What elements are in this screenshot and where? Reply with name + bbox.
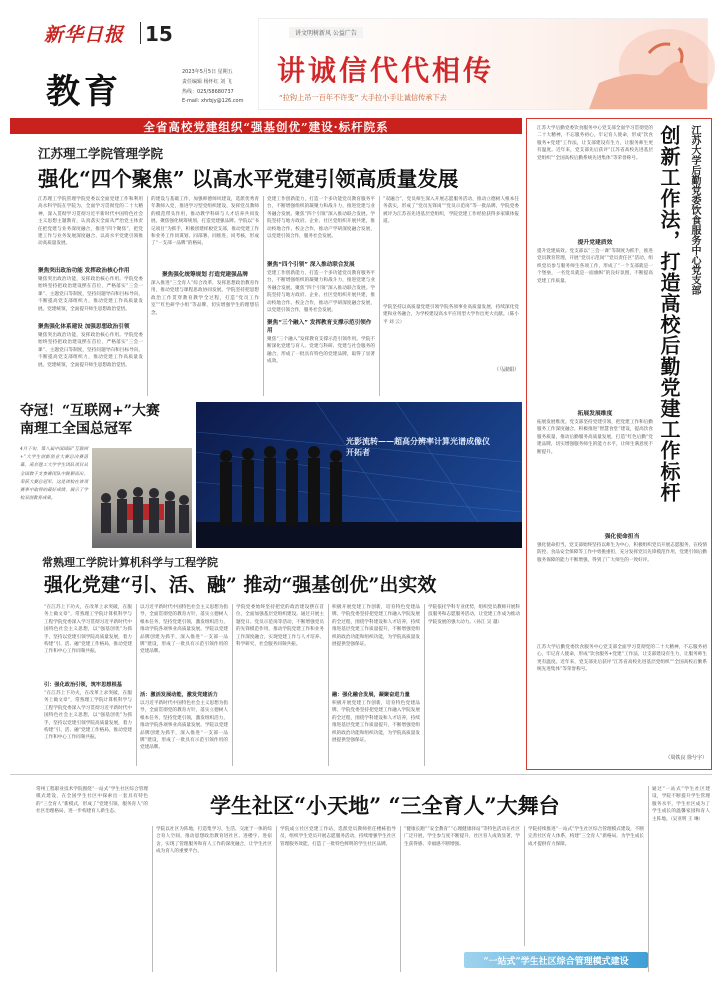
body-text: 积极开展党建工作创新，培育特色党建品牌。学院党委坚持把党建工作融入学院发展的全过程，围绕学科建设和人才培养，持续推进基层党建工作质量提升，不断增强党组织的政治功能和组织功能，为学院高质量发展提供坚强保证。 bbox=[332, 605, 420, 648]
award-story bbox=[10, 402, 522, 550]
body-text: 以习近平新时代中国特色社会主义思想为指导，全面贯彻党的教育方针，落实立德树人根本任务，坚持党建引领，激发组织活力，推动学院各项事业高质量发展。学院以党建品牌创建为抓手，深入推进“一支部一品牌”建设，形成了一批具有示范引领作用的党建品牌。 bbox=[140, 605, 228, 655]
byline: （马淑娟） bbox=[493, 367, 519, 373]
award-group-photo bbox=[92, 448, 192, 548]
body-text: 拓展发展维度。党支部坚持党建引领，把党建工作和后勤服务工作深度融合，积极推进“智慧食堂”建设，提高饮食服务质量，推动后勤服务高质量发展，打造“红色后勤”党建品牌，切实增强服务师生的能力水平，让师生满意度不断提升。 bbox=[537, 420, 653, 455]
award-stage-photo bbox=[196, 402, 522, 548]
body-text: 江苏大学后勤党委饮食服务中心党支部全面学习贯彻党的二十大精神，不忘服务初心，牢记育人使命，形成“饮食服务+党建”工作法，让支部建设有生力，让服务师生更有温度。近年来，党支部先后获评“江苏省高校先进基层党组织”“全国高校后勤系统先进集体”等荣誉称号。 bbox=[537, 645, 707, 673]
body-text: 聚焦突出政治功能，发挥政治核心作用。学院党委始终坚持把政治建设摆在首位，严格落实“三会一课”、主题党日等制度，坚持问题导向和目标导向，不断提高党支部组织力，推动党建工作高质量发展。党建统领，全面提升师生思想政治觉悟。 bbox=[38, 277, 143, 312]
subheading: 聚焦“四个引领” 深入推动联合发展 bbox=[267, 262, 355, 268]
date-line: 2023年5月5日 星期五 bbox=[182, 69, 233, 75]
body-text: 学院成立社区党建工作站，选派党员教师担任楼栋指导员，组织学生党员开展志愿服务活动，持续增强学生社区管理服务效能，打造了一批特色鲜明的学生社区品牌。 bbox=[280, 827, 396, 847]
editor-line: 责任编辑 杨怀红 刘 飞 bbox=[182, 79, 232, 85]
body-text: 提升党建质效。党支部以“三会一课”等制度为抓手，推进党员教育管理，开展“党员示范岗”“党员责任区”活动，组织党员参与服务师生各项工作，形成了“一个支部就是一个堡垒，一名党员就是一面旗帜”的良好氛围，不断提高党建工作质量。 bbox=[537, 249, 653, 284]
body-text: 党建工作创新能力，打造一个多功能党员教育服务平台，不断增强组织的凝聚力和战斗力，推进党建与业务融合发展。聚焦“四个引领”深入推动联合发展。学院坚持与地方政府、企业、社区党组织开展共建，推动校地合作、校企合作，推动产学研深度融合发展，以党建引领合作，服务社会发展。 bbox=[267, 197, 375, 240]
subheading: 聚焦突出政治功能 发挥政治核心作用 bbox=[38, 268, 130, 274]
subheading: 聚焦“三个融入” 发挥教育支撑示范引领作用 bbox=[267, 320, 372, 334]
body-text: 江苏大学后勤党委饮食服务中心党支部全面学习贯彻党的二十大精神，不忘服务初心，牢记育人使命，形成“饮食服务+党建”工作法，让支部建设有生力，让服务师生更有温度。近年来，党支部先后获评“江苏省高校先进基层党组织”“全国高校后勤系统先进集体”等荣誉称号。 bbox=[537, 126, 653, 161]
institution-label: 江苏理工学院管理学院 bbox=[38, 146, 164, 161]
psa-ad bbox=[258, 18, 708, 110]
series-banner bbox=[10, 118, 522, 134]
body-text: 常州工程职业技术学院围绕“一站式”学生社区综合管理模式建设，在全国学生社区中探索出一套具有特色的“三全育人”新模式，形成了“党建引领、服务育人”的社区治理格局，进一步构建育人新生态。 bbox=[36, 787, 148, 815]
body-text: 聚焦“三个融入”发挥教育支撑示范引领作用。学院不断深化党建与育人、党建与科研、党建与社会服务的融合，形成了一批具有特色的党建品牌，取得了显著成效。 bbox=[267, 337, 375, 365]
footer-banner bbox=[464, 952, 648, 968]
article-headline: 强化党建“引、活、融” 推动“强基创优”出实效 bbox=[44, 574, 437, 596]
psa-hands-illustration bbox=[589, 23, 707, 109]
sidebar-subtitle: 江苏大学后勤党委饮食服务中心党支部 bbox=[689, 125, 700, 295]
body-text: 通过“一站式”学生社区建设，学院不断提升学生管理服务水平，学生社区成为了学生成长的温馨家园和育人主阵地。（吴亚明 王 琳） bbox=[652, 787, 710, 822]
award-title-line2: 南理工全国总冠军 bbox=[20, 421, 132, 437]
body-text: 学院党委始终坚持把党的政治建设摆在首位，全面加强基层党组织建设。通过开展主题党日、党员示范岗等活动，不断增强党员的先锋模范作用，推动学院党建工作和业务工作深度融合，实现党建工作与人才培养、科学研究、社会服务同频共振。 bbox=[236, 605, 324, 648]
body-text: 强化使命担当。党支部始终坚持以师生为中心，积极组织党员开展志愿服务，在疫情防控、食品安全保障等工作中勇挑重担，充分发挥党员先锋模范作用，党建引领后勤服务保障的能力不断增强，得到了广大师生的一致好评。 bbox=[537, 543, 707, 563]
byline: （周铁良 徐兮宇） bbox=[665, 755, 707, 761]
article-1 bbox=[10, 138, 522, 400]
article-3 bbox=[10, 776, 712, 986]
subheading: 强化使命担当 bbox=[604, 534, 640, 540]
award-title-line1: 夺冠！“互联网+”大赛 bbox=[20, 403, 160, 419]
sidebar-vertical-title bbox=[657, 125, 707, 565]
body-text: “双融合”，党员师生深入开展志愿服务活动，推动立德树人根本任务落实，形成了“党员先锋岗”“党员示范岗”等一批品牌，学院党委被评为江苏省先进基层党组织，学院党建工作经验获得多家媒体报道。 bbox=[383, 197, 519, 225]
email-line: E-mail: xhrbjy@126.com bbox=[182, 98, 244, 104]
body-text: 学院坚持以高质量党建引领学院各项事业高质量发展，持续深化党建和业务融合，为学校建设高水平应用型大学作出更大贡献。（陈小平 刘 云） bbox=[383, 305, 519, 325]
body-text: “在江苏上下功夫，在改革上求突破，在服务上做文章”，常熟理工学院计算机科学与工程学院党委深入学习贯彻习近平新时代中国特色社会主义思想，以“强基创优”为抓手，坚持以党建引领学院高质量发展，着力构建“引、活、融”党建工作格局，推动党建工作和中心工作同频共振。 bbox=[44, 605, 132, 655]
subheading: 聚焦强化统筹规划 打造党建强品牌 bbox=[162, 272, 248, 278]
body-text: 的建设与基础工作，加强师德师风建设，选派优秀青年教师入党，推进学习型党组织建设，发挥党员教师的模范带头作用，推动教学科研与人才培养共同发展。聚焦强化统筹规划，打造党建强品牌。学院以“书记项目”为抓手，积极创建样板党支部，推动党建工作和业务工作同谋划、同部署、同推进、同考核，形成了“一支部一品牌”的格局。 bbox=[151, 197, 260, 247]
body-text: “健康长跑”“安全教育”“心理健康驿站”等特色活动在社区广泛开展，学生参与度不断提升，社区育人成效显著，学生获得感、幸福感不断增强。 bbox=[404, 827, 520, 847]
logo-divider bbox=[140, 22, 141, 44]
body-text: 学院持续推进“一站式”学生社区综合管理模式建设，不断完善社区育人体系，构建“三全育人”新格局，为学生成长成才提供有力保障。 bbox=[528, 827, 644, 847]
newspaper-logo: 新华日报 bbox=[44, 24, 125, 46]
body-text: 积极开展党建工作创新，培育特色党建品牌。学院党委坚持把党建工作融入学院发展的全过程，围绕学科建设和人才培养，持续推进基层党建工作质量提升，不断增强党组织的政治功能和组织功能，为学院高质量发展提供坚强保证。 bbox=[332, 701, 420, 744]
psa-tag: 讲文明树新风 公益广告 bbox=[289, 27, 363, 38]
article-headline: 学生社区“小天地” “三全育人”大舞台 bbox=[210, 793, 560, 818]
sidebar-feature bbox=[526, 118, 712, 770]
page-number: 15 bbox=[145, 22, 173, 46]
article-2 bbox=[10, 552, 522, 770]
article-headline: 强化“四个聚焦” 以高水平党建引领高质量发展 bbox=[38, 167, 459, 191]
subheading: 活：激活发展动能，激发党建活力 bbox=[140, 692, 218, 698]
subheading: 引：强化政治引领，筑牢思想根基 bbox=[44, 682, 122, 688]
body-text: 学院依托学科专业优势，组织党员教师开展科技服务和志愿服务活动，让党建工作成为推动学院发展的强大动力。（孙江 吴 越） bbox=[428, 605, 520, 625]
subheading: 融：强化融合发展，凝聚奋进力量 bbox=[332, 692, 410, 698]
hotline: 热线：025/58680737 bbox=[182, 89, 234, 95]
body-text: 聚焦突出政治功能，发挥政治核心作用。学院党委始终坚持把政治建设摆在首位，严格落实“三会一课”、主题党日等制度，坚持问题导向和目标导向，不断提高党支部组织力，推动党建工作高质量发展。党建统领，全面提升师生思想政治觉悟。 bbox=[38, 333, 143, 368]
stage-screen-text: 光影流转——超高分辨率计算光谱成像仪开拓者 bbox=[346, 436, 490, 457]
masthead bbox=[10, 8, 260, 112]
body-text: “在江苏上下功夫，在改革上求突破，在服务上做文章”，常熟理工学院计算机科学与工程学院党委深入学习贯彻习近平新时代中国特色社会主义思想，以“强基创优”为抓手，坚持以党建引领学院高质量发展，着力构建“引、活、融”党建工作格局，推动党建工作和中心工作同频共振。 bbox=[44, 691, 132, 741]
series-banner-text: 全省高校党建组织“强基创优”建设·标杆院系 bbox=[143, 120, 389, 134]
subheading: 聚焦强化体系建设 加强思想政治引领 bbox=[38, 324, 130, 330]
sidebar-headline: 创新工作法，打造高校后勤党建工作标杆 bbox=[657, 125, 681, 503]
award-body: 4月下旬，第八届中国国际“互联网+”大学生创新创业大赛总决赛落幕，南京理工大学学生团队项目从全国数千支参赛团队中脱颖而出，荣获大赛总冠军，这是该校在该项赛事中取得的最好成绩，展示了学校双创教育成果。 bbox=[20, 447, 88, 502]
psa-slogan: “拉钩上吊一百年不许变” 大手拉小手让诚信传承下去 bbox=[279, 93, 447, 102]
subheading: 提升党建质效 bbox=[577, 240, 613, 246]
body-text: 学院以社区为阵地，打造集学习、生活、交流于一体的综合育人空间，推动思想政治教育进社区、进楼宇、进宿舍，实现了管理服务和育人工作的深度融合，让学生社区成为育人的重要平台。 bbox=[156, 827, 272, 855]
body-text: 党建工作创新能力，打造一个多功能党员教育服务平台，不断增强组织的凝聚力和战斗力，推进党建与业务融合发展。聚焦“四个引领”深入推动联合发展。学院坚持与地方政府、企业、社区党组织开展共建，推动校地合作、校企合作，推动产学研深度融合发展，以党建引领合作，服务社会发展。 bbox=[267, 271, 375, 314]
body-text: 深入推进“三全育人”综合改革，发挥思想政治教育作用，推动党建与课程思政协同发展。学院坚持把思想政治工作贯穿教育教学全过程，打造“党员工作室”“红色研学小组”等品牌，切实增强学生的理想信念。 bbox=[151, 281, 259, 316]
award-title bbox=[20, 402, 210, 438]
footer-banner-text: “一站式”学生社区综合管理模式建设 bbox=[483, 957, 629, 967]
section-title: 教育 bbox=[46, 72, 122, 112]
subheading: 拓展发展维度 bbox=[577, 411, 613, 417]
body-text: 江苏理工学院管理学院党委以全面党建工作和利用高水科学院在学院为，全面学习贯彻党的二十大精神，深入贯彻学习贯彻习近平新时代中国特色社会主义思想主题教育，认真落实全面从严治党主体责任把党建与业务深度融合，推进“四个聚焦”，把党建工作与业务发展深度融合，以高水平党建引领推动高质量发展。 bbox=[38, 197, 143, 247]
psa-title: 讲诚信代代相传 bbox=[277, 54, 495, 87]
institution-label: 常熟理工学院计算机科学与工程学院 bbox=[42, 556, 218, 569]
body-text: 以习近平新时代中国特色社会主义思想为指导，全面贯彻党的教育方针，落实立德树人根本任务，坚持党建引领，激发组织活力，推动学院各项事业高质量发展。学院以党建品牌创建为抓手，深入推进“一支部一品牌”建设，形成了一批具有示范引领作用的党建品牌。 bbox=[140, 701, 228, 751]
